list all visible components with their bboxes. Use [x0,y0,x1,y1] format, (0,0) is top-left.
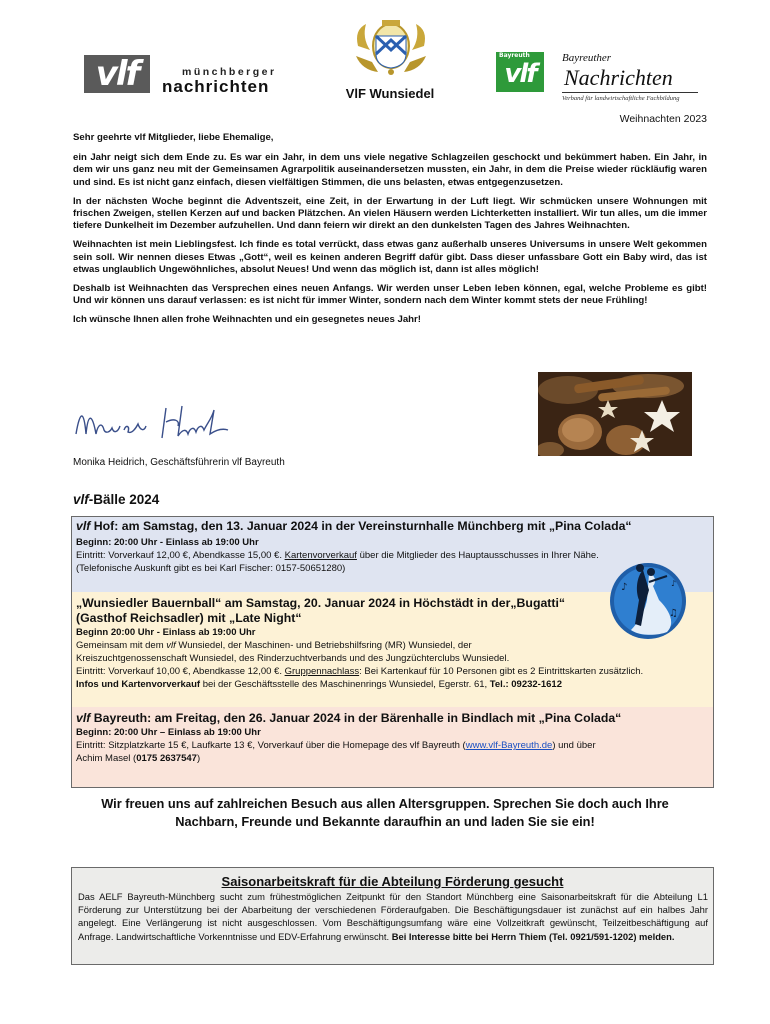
paragraph: ein Jahr neigt sich dem Ende zu. Es war ein Jahr, in dem uns viele negative Schlagzeilen geschockt und bekümmert haben. Ein Jahr, in dem wir uns ganz neu mit der Gemeinsamen Agrarpolitik auseinandersetzen mussten, ein Jahr, in dem die Preise wieder rückläufig waren und sind. Es ist nicht ganz einfach, diesen vielfältigen Stimmen, die uns belasten, etwas entgegenzusetzen. [73,152,707,188]
job-ad-text [78,890,708,943]
event-contact [76,753,200,765]
event-title [76,711,621,726]
crest-emblem-icon [352,16,430,76]
vlf-logo-mark: vlf [84,55,150,93]
event-entry [76,740,596,752]
balls-heading [73,492,159,507]
job-contact: Bei Interesse bitte bei Herrn Thiem (Tel. 0921/591-1202) melden. [391,930,675,942]
org-text: Gemeinsam mit dem [76,640,167,651]
job-ad-title: Saisonarbeitskraft für die Abteilung Förderung gesucht [221,874,564,889]
kartenvorverkauf-link[interactable]: Kartenvorverkauf [284,550,357,561]
event-title-line2: (Gasthof Reichsadler) mit „Late Night“ [76,611,302,625]
event-time: Beginn 20:00 Uhr - Einlass ab 19:00 Uhr [76,627,256,638]
paragraph: Deshalb ist Weihnachten das Versprechen eines neuen Anfangs. Wir werden unser Leben leben können, egal, welche Probleme es gibt! Und wir können uns darauf verlassen: es ist nicht für immer Winter, sondern nach dem Winter kommt stets der neue Frühling! [73,283,707,307]
vlf-bayreuth-logo-mark [496,52,544,92]
muenchberger-nachrichten-logo [84,55,284,97]
entry-text: Eintritt: Vorverkauf 10,00 €, Abendkasse 12,00 €. [76,666,285,677]
logo-bottom-text: nachrichten [162,77,270,96]
heading-text: -Bälle 2024 [88,492,160,507]
dancing-couple-icon [609,560,687,642]
svg-text:♪: ♪ [671,579,677,588]
contact-text: ) [196,753,201,764]
group-discount: Gruppennachlass [284,666,360,677]
svg-text:♫: ♫ [669,608,678,619]
event-title-text: Hof: am Samstag, den 13. Januar 2024 in der Vereinsturnhalle Münchberg mit „Pina Colada“ [90,519,632,533]
info-phone: Tel.: 09232-1612 [489,679,562,690]
event-entry [76,550,599,562]
contact-phone: 0175 2637547 [136,753,197,764]
info-text: bei der Geschäftsstelle des Maschinenrings Wunsiedel, Egerstr. 61, [200,679,490,690]
closing-line: Wir freuen uns auf zahlreichen Besuch aus allen Altersgruppen. Sprechen Sie doch auch Ihre [101,796,669,811]
signer-name: Monika Heidrich, Geschäftsführerin vlf Bayreuth [73,457,285,468]
event-title-line1: „Wunsiedler Bauernball“ am Samstag, 20. Januar 2024 in Höchstädt in der„Bugatti“ [76,596,566,610]
logo-mark-text: vlf [504,59,536,89]
event-organizers [76,640,472,652]
entry-text: Eintritt: Sitzplatzkarte 15 €, Laufkarte 13 €, Vorverkauf über die Homepage des vlf Bayreuth ( [76,740,466,751]
info-label: Infos und Kartenvorverkauf [76,679,201,690]
event-time: Beginn: 20:00 Uhr - Einlass ab 19:00 Uhr [76,537,259,548]
events-box [71,516,714,788]
xmas-decoration-image [538,372,692,456]
logo-big-text: Nachrichten [564,65,673,90]
event-phone: (Telefonische Auskunft gibt es bei Karl Fischer: 0157-50651280) [76,563,346,574]
paragraph: In der nächsten Woche beginnt die Adventszeit, eine Zeit, in der Erwartung in der Luft liegt. Wir schmücken unsere Wohnungen mit frischen Zweigen, stellen Kerzen auf und backen Plätzchen. An vielen Häusern werden Lichterketten installiert. Wir tun alles, um die immer tiefere Dunkelheit im Dezember aufzuhellen. Und dann feiern wir direkt an den dunkelsten Tagen des Jahres Weihnachten. [73,195,707,232]
paragraph: Ich wünsche Ihnen allen frohe Weihnachten und ein gesegnetes neues Jahr! [73,314,421,326]
svg-text:♪: ♪ [621,582,628,593]
issue-date: Weihnachten 2023 [619,113,707,125]
event-organizers-line2: Kreiszuchtgenossenschaft Wunsiedel, des Rinderzuchtverbands und des Jungzüchterclubs Wunsiedel. [76,653,510,664]
vlf-bayreuth-link[interactable]: www.vlf-Bayreuth.de [465,740,553,751]
center-title: VlF Wunsiedel [345,86,435,101]
event-info [76,679,562,691]
salutation: Sehr geehrte vlf Mitglieder, liebe Ehemalige, [73,132,274,143]
paragraph: Weihnachten ist mein Lieblingsfest. Ich finde es total verrückt, dass etwas ganz außerhalb unseres Universums in unsere Welt gekommen sein soll. Wir nennen dieses Etwas „Gott“, weil es keinen anderen Begriff dafür gibt. Dass dieser unfassbare Gott ein Baby wird, das ist etwas unglaublich Ungewöhnliches, absolut Neues! Und wenn das möglich ist, dann ist alles möglich! [73,239,707,275]
bayreuther-nachrichten-logo [496,52,706,106]
closing-line: Nachbarn, Freunde und Bekannte daraufhin an und laden Sie sie ein! [175,814,595,829]
entry-text: über die Mitglieder des Hauptausschusses in Ihrer Nähe. [356,550,599,561]
entry-text: ) und über [552,740,596,751]
event-vlf: vlf [76,711,91,725]
logo-tag: Bayreuth [499,52,530,59]
event-time: Beginn: 20:00 Uhr – Einlass ab 19:00 Uhr [76,727,261,738]
logo-top-text: münchberger [182,66,277,78]
event-vlf: vlf [76,519,91,533]
org-text: Wunsiedel, der Maschinen- und Betriebshilfsring (MR) Wunsiedel, der [175,640,472,651]
letter-body [73,132,707,334]
signature-image [70,400,240,448]
logo-subtitle: Verband für landwirtschaftliche Fachbildung [562,95,680,102]
closing-note [60,795,710,831]
org-vlf: vlf [166,640,176,651]
job-description: Das AELF Bayreuth-Münchberg sucht zum frühestmöglichen Zeitpunkt für den Standort Münchberg eine Saisonarbeitskraft für die Abteilung L1 Förderung zur Unterstützung bei der Abarbeitung der verschiedenen Förderaufgaben. Die Beschäftigungsdauer ist zunächst auf ein halbes Jahr angelegt. Eine Verlängerung ist nicht ausgeschlossen. Vom Beschäftigungsumfang wäre eine Vollzeitkraft gewünscht, Teilzeitbeschäftigung auf Anfrage. Landwirtschaftliche Vorkenntnisse und EDV-Erfahrung erwünscht. [78,891,708,942]
heading-vlf: vlf [73,492,89,507]
logo-divider [562,92,698,93]
entry-text: : Bei Kartenkauf für 10 Personen gibt es 2 Eintrittskarten zusätzlich. [359,666,644,677]
logo-small-text: Bayreuther [562,52,612,64]
job-ad-box [71,867,714,965]
event-title [76,519,632,534]
event-title-text: Bayreuth: am Freitag, den 26. Januar 2024 in der Bärenhalle in Bindlach mit „Pina Colada“ [90,711,622,725]
entry-text: Eintritt: Vorverkauf 12,00 €, Abendkasse 15,00 €. [76,550,285,561]
contact-text: Achim Masel ( [76,753,137,764]
event-bayreuth [72,707,713,787]
event-entry [76,666,643,678]
